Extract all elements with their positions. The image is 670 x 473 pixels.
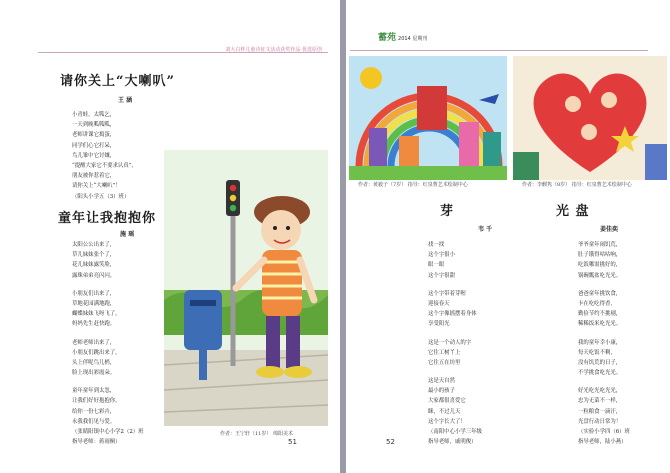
stanza-gap	[428, 368, 482, 376]
poem-body	[72, 240, 144, 447]
poem-line: 最小的孩子	[428, 388, 455, 395]
poem-title: 请你关上“大喇叭”	[60, 74, 175, 89]
poem-line: 爸爸童年挑饮食，	[578, 290, 622, 297]
poem-line: 小朋友们出来了，	[72, 290, 116, 297]
poem-title: 芽	[440, 204, 455, 219]
poem-line: 小朋友们跳出来了，	[72, 349, 121, 356]
poem-line: 指导老师：蒋雨桐）	[72, 439, 121, 446]
poem-line: 脸上现出彩霞朵。	[72, 370, 116, 377]
stanza-gap	[578, 281, 630, 289]
poem-line: 妈妈先生赶快跑。	[72, 321, 116, 328]
poem-line: 同学们心它打呆，	[72, 142, 116, 149]
poem-line: 锅碗瓢盆吃光光。	[578, 272, 622, 279]
poem-line: 光盘行动日常为！	[578, 418, 622, 425]
poem-line: （实验小学四（6）班	[578, 429, 630, 435]
logo-text: 蓄苑	[378, 33, 397, 43]
poem-line: 指导老师，陆小燕）	[578, 439, 627, 446]
poem-line: 给你一份七彩卉，	[72, 408, 116, 415]
logo-subtext: 2014 星期刊	[398, 36, 428, 42]
poem-line: 童年童年到太忽，	[72, 388, 116, 395]
art-caption: 作者：黄毅子（7岁） 指导：红泉曹艺术绘制中心	[358, 182, 468, 188]
poem-line: 老师老师出来了，	[72, 339, 116, 346]
heart-kids-drawing	[513, 56, 667, 180]
stanza-gap	[578, 378, 630, 386]
poem-line: 每天吃饭不剩，	[578, 349, 616, 356]
poem-line: 露珠弟弟亮闪闪。	[72, 272, 116, 279]
poem-line: 享受阳光	[428, 321, 450, 328]
poem-line: （阳头小学五（3）班）	[72, 193, 130, 200]
poem-body	[578, 240, 630, 447]
page-number: 51	[288, 438, 297, 446]
stanza-gap	[72, 281, 144, 289]
poem-line: 老师讲课它捣蛋，	[72, 132, 116, 139]
poem-line: “提醒大家它不要求认真”，	[72, 162, 137, 169]
running-header: 刘大白杯儿童诗征文活动获奖作品·优选原创	[225, 47, 322, 53]
poem-line: 好光吃光吃光光，	[578, 388, 622, 395]
poem-line: 大家都很喜爱它	[428, 398, 466, 405]
rainbow-city-illustration	[349, 56, 507, 180]
poem-author: 姜佳奕	[600, 226, 619, 233]
poem-author: 王 涵	[118, 97, 133, 104]
poem-line: 迎接春天	[428, 300, 450, 307]
poem-line: 不学挑食吃光光。	[578, 370, 622, 377]
poem-line: 我的童年幸小康，	[578, 339, 622, 346]
poem-author: 施 瑶	[120, 231, 135, 238]
poem-line: 找一找	[428, 242, 445, 248]
heart-kids-illustration	[513, 56, 667, 180]
poem-line: 它住五在坊里	[428, 359, 461, 366]
poem-line: 爷爷童年闹饥荒，	[578, 242, 622, 248]
rainbow-city-drawing	[349, 56, 507, 180]
poem-author: 韦 千	[478, 226, 493, 233]
poem-line: 太阳公公出来了，	[72, 242, 116, 248]
page-number: 52	[386, 438, 395, 446]
poem-line: 请你关上“大喇叭”！	[72, 183, 121, 190]
poem-line: 吃饭哪需挑好的，	[578, 262, 622, 269]
poem-title: 光 盘	[556, 204, 590, 219]
poem-line: 指导老师，戚明俊）	[428, 439, 477, 446]
poem-line: 蝴蝶妹妹飞呀飞了，	[72, 311, 121, 318]
poem-line: 朋友被你惹着它，	[72, 173, 116, 180]
poem-line: 一粒粮食一滴汗，	[578, 408, 622, 415]
poem-line: 鸟儿雏中它讨嫌，	[72, 152, 116, 159]
header-rule	[350, 50, 648, 51]
poem-line: 这个字很小	[428, 252, 455, 259]
poem-line: 这个字像摇摆着身体	[428, 311, 477, 318]
poem-line: 稀稀饭米吃光光。	[578, 321, 622, 328]
magazine-logo	[378, 30, 427, 43]
poem-body	[72, 110, 137, 202]
stanza-gap	[72, 378, 144, 386]
art-caption: 作者：王宁轩（11岁） 绵阳美术	[220, 431, 293, 437]
poem-line: 这个字很甜	[428, 272, 455, 279]
poem-line: 小青蛙，太呱乞，	[72, 112, 116, 118]
right-page	[346, 0, 670, 473]
stanza-gap	[428, 330, 482, 338]
poem-line: 它住工树丫上	[428, 349, 461, 356]
poem-line: 卡在吃吃得香，	[578, 300, 616, 307]
poem-line: 草儿妹妹张个了，	[72, 252, 116, 259]
poem-line: 肚子饿得咕咕响，	[578, 252, 622, 259]
stanza-gap	[72, 330, 144, 338]
poem-line: 这是天自然	[428, 378, 455, 385]
poem-line: 眯，不过儿天	[428, 408, 461, 415]
poem-body	[428, 240, 482, 447]
poem-title: 童年让我抱抱你	[58, 211, 157, 226]
poem-line: 这是一个动人的字	[428, 339, 472, 346]
poem-line: （张睛阳镇中心小学2（2）班	[72, 429, 144, 435]
poem-line: 永我我们见与爱。	[72, 418, 116, 425]
poem-line: 忠为无菜不一样，	[578, 398, 622, 405]
art-caption: 作者：李麒隽（8岁） 指导：红泉曹艺术绘制中心	[522, 182, 632, 188]
poem-line: 眼一眼	[428, 262, 445, 269]
poem-line: 没有饥荒的日子，	[578, 359, 622, 366]
poem-line: 头上伴呢鸟儿梢，	[72, 359, 116, 366]
stanza-gap	[578, 330, 630, 338]
poem-line: 这个字带着芽喔	[428, 290, 466, 297]
poem-line: 一天到晚呱呱呱，	[72, 122, 116, 129]
poem-line: 这个字长大了！	[428, 418, 466, 425]
stanza-gap	[428, 281, 482, 289]
child-drawing	[164, 150, 328, 426]
poem-line: （南阳中心小学三年级	[428, 429, 482, 435]
traffic-drawing-illustration	[164, 150, 328, 426]
poem-line: 让我们好好抱抱你，	[72, 398, 121, 405]
poem-line: 勤俭节约不挑剔，	[578, 311, 622, 318]
poem-line: 花儿妹妹露笑脸，	[72, 262, 116, 269]
poem-line: 草地花园满地跑，	[72, 300, 116, 307]
